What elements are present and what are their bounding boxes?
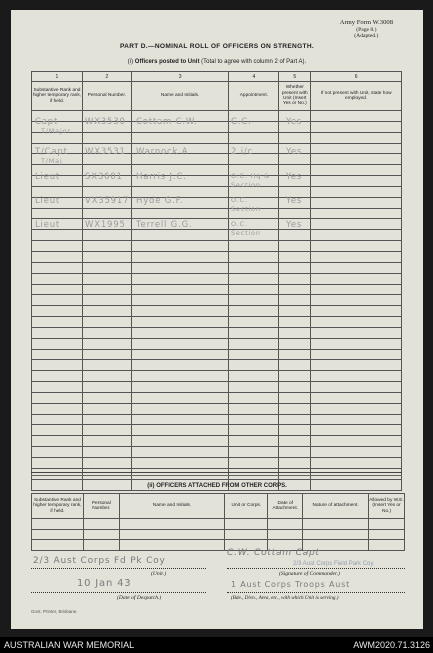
table-cell xyxy=(82,425,131,436)
table-cell xyxy=(82,436,131,447)
table-cell xyxy=(131,392,229,403)
table-cell xyxy=(311,154,402,165)
table-cell xyxy=(82,360,131,371)
table-row xyxy=(32,132,402,143)
table-cell xyxy=(131,295,229,306)
entry-name: Harris J.C. xyxy=(136,172,187,182)
entry-name: Hyde G.F. xyxy=(136,196,184,206)
column-number: 2 xyxy=(82,72,131,82)
signature-line xyxy=(227,568,405,569)
table-cell xyxy=(82,447,131,458)
table-row xyxy=(32,230,402,241)
table-cell xyxy=(82,273,131,284)
table-cell xyxy=(229,414,279,425)
entry-name: Terrell G.G. xyxy=(136,220,193,230)
table-cell xyxy=(229,458,279,469)
table-cell xyxy=(229,284,279,295)
table-cell xyxy=(32,519,84,530)
attached-officers-table xyxy=(31,493,405,551)
divider-line xyxy=(31,472,402,473)
entry-rank: T/Capt xyxy=(35,147,68,157)
table-cell xyxy=(32,241,83,252)
form-page xyxy=(11,10,423,629)
table-cell xyxy=(32,273,83,284)
table-cell xyxy=(279,360,311,371)
table-cell xyxy=(229,327,279,338)
column-number: 1 xyxy=(32,72,83,82)
table-cell xyxy=(311,197,402,208)
unit-handwritten: 2/3 Aust Corps Fd Pk Coy xyxy=(33,556,166,566)
table-cell xyxy=(279,447,311,458)
date-caption: (Date of Despatch.) xyxy=(117,595,162,601)
table-cell xyxy=(82,241,131,252)
table-cell xyxy=(279,468,311,479)
table-cell xyxy=(279,317,311,328)
employment-header: If not present with Unit, state how employed. xyxy=(311,82,402,111)
table-cell xyxy=(311,273,402,284)
entry-number: SX3601 xyxy=(85,172,123,182)
table-cell xyxy=(32,529,84,540)
table-cell xyxy=(119,529,225,540)
formation-handwritten: 1 Aust Corps Troops Aust xyxy=(231,580,351,589)
entry-name: Warnock A xyxy=(136,147,189,157)
table-cell xyxy=(32,306,83,317)
column-number: 4 xyxy=(229,72,279,82)
entry-appointment: O.C. Section xyxy=(231,196,261,213)
rank-header: Substantive Rank and higher temporary rank, if held. xyxy=(32,494,84,519)
form-page-number: (Page 8.) xyxy=(356,26,377,33)
unit-line xyxy=(31,568,206,569)
table-cell xyxy=(279,306,311,317)
table-cell xyxy=(279,230,311,241)
entry-rank-temporary: T/Maj xyxy=(41,157,63,165)
table-row xyxy=(32,371,402,382)
table-cell xyxy=(82,251,131,262)
table-cell xyxy=(32,230,83,241)
entry-appointment: C.C. xyxy=(231,117,252,127)
table-cell xyxy=(311,349,402,360)
table-row xyxy=(32,262,402,273)
table-row xyxy=(32,529,405,540)
attached-rows xyxy=(32,519,405,551)
allowed-we-header: Allowed by W.E. (Insert Yes or No.) xyxy=(369,494,405,519)
signature-caption: (Signature of Commander.) xyxy=(279,571,340,577)
table-cell xyxy=(82,295,131,306)
table-cell xyxy=(229,447,279,458)
table-cell xyxy=(32,295,83,306)
table-cell xyxy=(311,186,402,197)
table-cell xyxy=(82,230,131,241)
column-header-row xyxy=(32,82,402,111)
table-cell xyxy=(83,540,119,551)
table-row xyxy=(32,425,402,436)
table-cell xyxy=(131,273,229,284)
table-cell xyxy=(311,208,402,219)
nature-attachment-header: Nature of attachment. xyxy=(303,494,369,519)
table-cell xyxy=(279,241,311,252)
table-row xyxy=(32,251,402,262)
table-cell xyxy=(32,414,83,425)
date-attachment-header: Date of Attachment. xyxy=(268,494,303,519)
table-cell xyxy=(279,403,311,414)
table-cell xyxy=(82,382,131,393)
table-cell xyxy=(279,382,311,393)
table-cell xyxy=(32,251,83,262)
entry-appointment: 2 i/c xyxy=(231,147,254,157)
table-cell xyxy=(131,447,229,458)
table-cell xyxy=(311,284,402,295)
table-cell xyxy=(311,165,402,176)
personal-number-header: Personal Number. xyxy=(82,82,131,111)
entry-present: Yes xyxy=(286,117,303,127)
table-cell xyxy=(229,338,279,349)
officers-on-strength-table xyxy=(31,71,402,491)
entry-present: Yes xyxy=(286,147,303,157)
table-cell xyxy=(131,317,229,328)
archive-name: AUSTRALIAN WAR MEMORIAL xyxy=(4,640,135,650)
table-cell xyxy=(131,458,229,469)
section-one-label: Officers posted to Unit xyxy=(134,59,200,65)
table-cell xyxy=(82,392,131,403)
unit-corps-header: Unit or Corps. xyxy=(225,494,268,519)
entry-number: VX35917 xyxy=(85,196,130,206)
table-cell xyxy=(32,349,83,360)
table-cell xyxy=(131,403,229,414)
section-one-number: (i) xyxy=(127,59,134,65)
table-cell xyxy=(82,208,131,219)
section-two-title: (ii) OFFICERS ATTACHED FROM OTHER CORPS. xyxy=(147,483,287,489)
entry-number: WX3531 xyxy=(85,147,126,157)
table-cell xyxy=(82,317,131,328)
part-title: PART D.—NOMINAL ROLL OF OFFICERS ON STRENGTH. xyxy=(119,43,315,50)
table-cell xyxy=(32,425,83,436)
table-cell xyxy=(279,262,311,273)
table-cell xyxy=(131,338,229,349)
table-cell xyxy=(279,251,311,262)
table-cell xyxy=(229,349,279,360)
archive-reference: AWM2020.71.3126 xyxy=(353,640,430,650)
table-cell xyxy=(83,519,119,530)
table-cell xyxy=(229,425,279,436)
table-cell xyxy=(229,295,279,306)
table-row xyxy=(32,327,402,338)
table-cell xyxy=(82,284,131,295)
column-number: 5 xyxy=(279,72,311,82)
entry-rank: Lieut xyxy=(35,196,61,206)
table-cell xyxy=(279,392,311,403)
table-cell xyxy=(229,262,279,273)
table-cell xyxy=(311,382,402,393)
table-cell xyxy=(131,425,229,436)
table-cell xyxy=(279,371,311,382)
table-cell xyxy=(229,392,279,403)
signature-handwritten: C.W. Cottam Capt xyxy=(227,548,320,558)
table-row xyxy=(32,338,402,349)
table-cell xyxy=(131,208,229,219)
table-row xyxy=(32,414,402,425)
form-number: Army Form W.3008 xyxy=(339,19,393,26)
table-cell xyxy=(268,529,303,540)
table-row xyxy=(32,241,402,252)
table-row xyxy=(32,436,402,447)
table-row xyxy=(32,360,402,371)
unit-stamp: 2/3 Aust Corps Field Park Coy. xyxy=(293,561,375,567)
table-cell xyxy=(82,327,131,338)
section-one-heading xyxy=(11,59,423,65)
table-cell xyxy=(229,317,279,328)
table-row xyxy=(32,349,402,360)
table-cell xyxy=(32,338,83,349)
table-cell xyxy=(311,121,402,132)
table-cell xyxy=(311,436,402,447)
table-cell xyxy=(311,295,402,306)
table-cell xyxy=(83,529,119,540)
entry-number: WX1995 xyxy=(85,220,126,230)
name-header: Name and Initials. xyxy=(119,494,225,519)
table-cell xyxy=(279,273,311,284)
column-number-row xyxy=(32,72,402,82)
table-cell xyxy=(82,371,131,382)
table-cell xyxy=(311,360,402,371)
column-header-row xyxy=(32,494,405,519)
table-cell xyxy=(229,468,279,479)
table-cell xyxy=(131,251,229,262)
table-cell xyxy=(82,132,131,143)
entry-name: Cottam C.W. xyxy=(136,117,198,127)
table-cell xyxy=(131,284,229,295)
unit-caption: (Unit.) xyxy=(151,571,167,577)
table-cell xyxy=(229,360,279,371)
table-row xyxy=(32,540,405,551)
table-cell xyxy=(268,519,303,530)
table-cell xyxy=(131,414,229,425)
printer-imprint: Govt. Printer, Brisbane. xyxy=(31,609,78,614)
table-row xyxy=(32,519,405,530)
rank-header: Substantive Rank and higher temporary rank, if held. xyxy=(32,82,83,111)
entry-present: Yes xyxy=(286,220,303,230)
table-cell xyxy=(311,111,402,122)
section-one-note: (Total to agree with column 2 of Part A). xyxy=(201,59,307,65)
table-row xyxy=(32,403,402,414)
table-cell xyxy=(32,327,83,338)
table-cell xyxy=(279,458,311,469)
table-cell xyxy=(279,425,311,436)
table-cell xyxy=(279,295,311,306)
table-row xyxy=(32,468,402,479)
table-cell xyxy=(279,338,311,349)
table-cell xyxy=(311,241,402,252)
table-cell xyxy=(229,241,279,252)
table-cell xyxy=(311,425,402,436)
table-cell xyxy=(311,230,402,241)
entry-present: Yes xyxy=(286,172,303,182)
section-two-heading xyxy=(11,483,423,489)
table-cell xyxy=(311,143,402,154)
table-cell xyxy=(311,219,402,230)
entry-appointment: O.C. Hq & Section xyxy=(231,172,270,189)
table-cell xyxy=(311,447,402,458)
table-cell xyxy=(32,208,83,219)
table-cell xyxy=(311,403,402,414)
table-cell xyxy=(225,519,268,530)
table-cell xyxy=(229,403,279,414)
table-cell xyxy=(311,392,402,403)
table-cell xyxy=(303,519,369,530)
archive-footer xyxy=(0,637,433,653)
table-cell xyxy=(131,371,229,382)
table-cell xyxy=(32,468,83,479)
table-cell xyxy=(369,540,405,551)
table-cell xyxy=(229,382,279,393)
table-cell xyxy=(279,414,311,425)
table-cell xyxy=(311,262,402,273)
table-cell xyxy=(311,468,402,479)
table-cell xyxy=(311,414,402,425)
table-cell xyxy=(131,262,229,273)
date-handwritten: 10 Jan 43 xyxy=(77,578,132,589)
table-cell xyxy=(131,436,229,447)
table-cell xyxy=(311,306,402,317)
name-header: Name and Initials. xyxy=(131,82,229,111)
table-cell xyxy=(32,540,84,551)
table-cell xyxy=(131,306,229,317)
table-cell xyxy=(32,262,83,273)
table-cell xyxy=(32,382,83,393)
table-cell xyxy=(279,436,311,447)
table-cell xyxy=(311,338,402,349)
table-cell xyxy=(279,327,311,338)
table-cell xyxy=(82,403,131,414)
table-cell xyxy=(229,273,279,284)
entry-appointment: O.C. Section xyxy=(231,220,261,237)
table-cell xyxy=(229,436,279,447)
table-cell xyxy=(119,540,225,551)
table-row xyxy=(32,273,402,284)
entry-rank: Lieut xyxy=(35,220,61,230)
table-cell xyxy=(32,447,83,458)
entry-rank-temporary: T/Major xyxy=(41,127,71,135)
table-cell xyxy=(311,251,402,262)
table-cell xyxy=(82,349,131,360)
table-cell xyxy=(279,208,311,219)
table-cell xyxy=(131,360,229,371)
table-cell xyxy=(311,458,402,469)
table-row xyxy=(32,458,402,469)
entry-rank: Lieut xyxy=(35,172,61,182)
form-adapted: (Adapted.) xyxy=(354,33,379,39)
table-cell xyxy=(32,458,83,469)
table-cell xyxy=(131,132,229,143)
formation-caption: (Bde., Divn., Area, etc., with which Unit is serving.) xyxy=(231,595,339,601)
table-cell xyxy=(311,176,402,187)
table-cell xyxy=(369,529,405,540)
personal-number-header: Personal Number. xyxy=(83,494,119,519)
table-cell xyxy=(82,262,131,273)
table-cell xyxy=(131,241,229,252)
table-cell xyxy=(131,349,229,360)
table-row xyxy=(32,382,402,393)
column-number: 6 xyxy=(311,72,402,82)
table-cell xyxy=(32,403,83,414)
present-header: Whether present with Unit (Insert Yes or No.) xyxy=(279,82,311,111)
entry-present: Yes xyxy=(286,196,303,206)
formation-line xyxy=(227,592,405,593)
table-row xyxy=(32,317,402,328)
table-row xyxy=(32,295,402,306)
table-cell xyxy=(32,284,83,295)
table-cell xyxy=(229,251,279,262)
table-cell xyxy=(311,317,402,328)
table-row xyxy=(32,447,402,458)
date-line xyxy=(31,592,206,593)
table-cell xyxy=(32,392,83,403)
table-cell xyxy=(279,132,311,143)
table-row xyxy=(32,306,402,317)
entry-rank: Capt xyxy=(35,117,59,127)
table-cell xyxy=(82,306,131,317)
officer-rows xyxy=(32,111,402,491)
table-cell xyxy=(82,458,131,469)
table-cell xyxy=(32,317,83,328)
table-cell xyxy=(229,371,279,382)
table-cell xyxy=(82,414,131,425)
table-cell xyxy=(279,349,311,360)
table-cell xyxy=(311,371,402,382)
entry-number: WX3530 xyxy=(85,117,126,127)
table-cell xyxy=(279,284,311,295)
table-cell xyxy=(32,371,83,382)
table-cell xyxy=(303,529,369,540)
appointment-header: Appointment. xyxy=(229,82,279,111)
table-cell xyxy=(311,327,402,338)
form-identifier xyxy=(340,20,393,40)
table-cell xyxy=(131,382,229,393)
table-cell xyxy=(131,230,229,241)
table-row xyxy=(32,208,402,219)
table-row xyxy=(32,284,402,295)
table-cell xyxy=(229,306,279,317)
table-row xyxy=(32,392,402,403)
table-cell xyxy=(119,519,225,530)
table-cell xyxy=(369,519,405,530)
column-number: 3 xyxy=(131,72,229,82)
table-cell xyxy=(82,468,131,479)
table-cell xyxy=(131,327,229,338)
table-cell xyxy=(229,132,279,143)
divider-line xyxy=(31,475,402,476)
table-cell xyxy=(82,338,131,349)
table-cell xyxy=(32,436,83,447)
table-cell xyxy=(131,468,229,479)
table-cell xyxy=(311,132,402,143)
table-cell xyxy=(225,529,268,540)
table-cell xyxy=(32,360,83,371)
